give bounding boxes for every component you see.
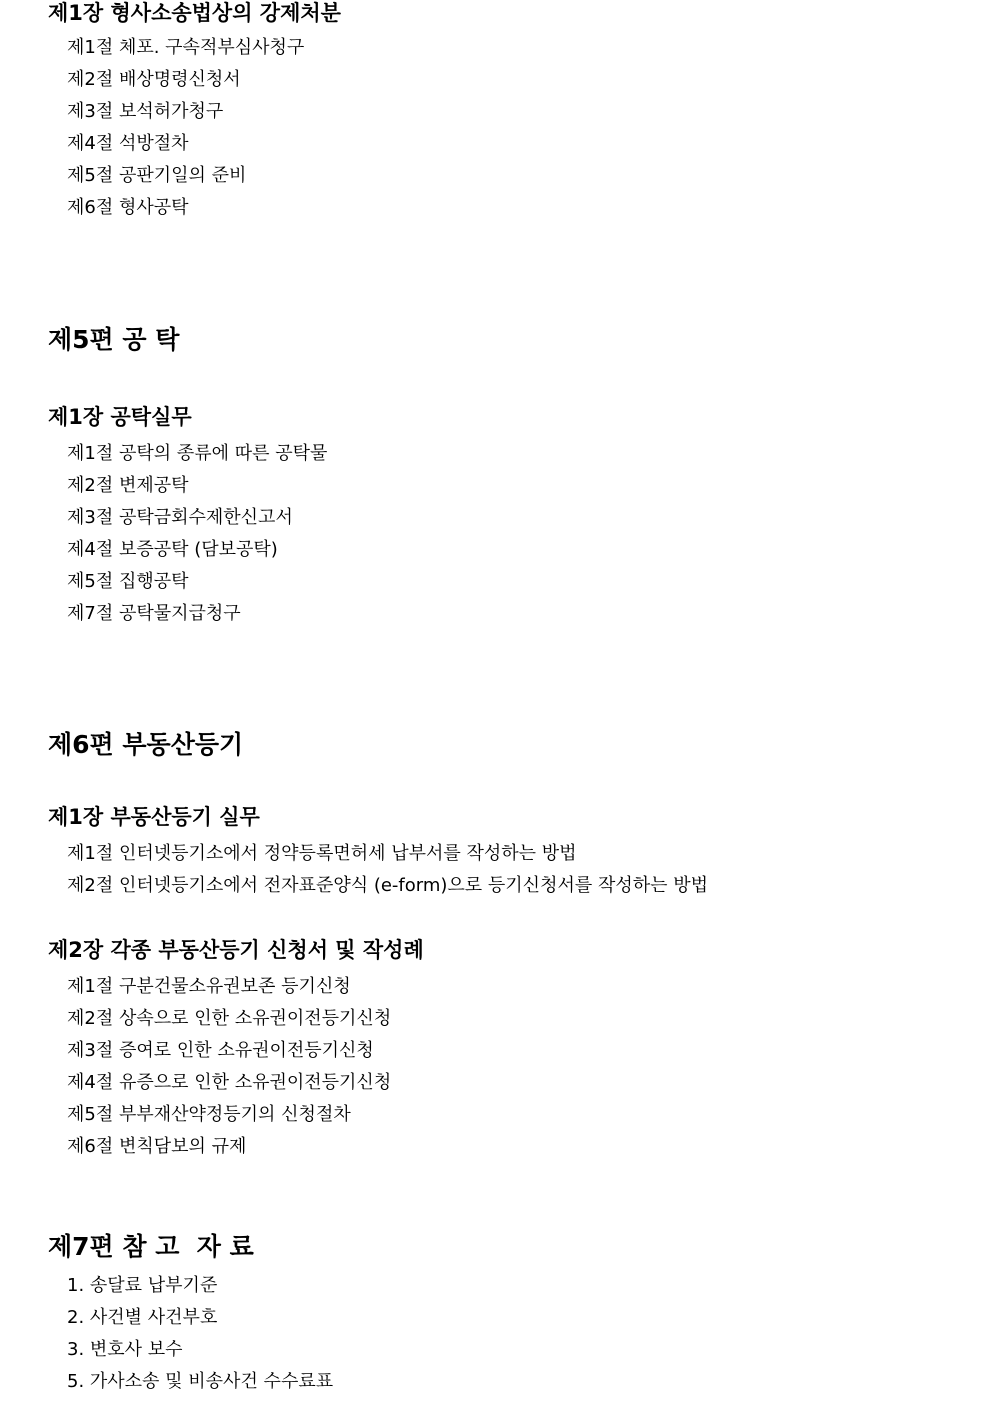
part-heading: 제5편 공 탁 [48,325,180,354]
toc-item: 제4절 석방절차 [67,133,189,154]
toc-item: 제1절 체포. 구속적부심사청구 [67,37,305,58]
chapter-heading: 제1장 공탁실무 [48,405,192,429]
toc-item: 제7절 공탁물지급청구 [67,603,241,624]
toc-item: 제3절 공탁금회수제한신고서 [67,507,293,528]
toc-item: 제2절 배상명령신청서 [67,69,241,90]
toc-item: 제1절 구분건물소유권보존 등기신청 [67,976,351,997]
toc-item: 제4절 보증공탁 (담보공탁) [67,539,278,560]
part-heading: 제7편 참 고 자 료 [48,1232,254,1261]
toc-item: 제5절 집행공탁 [67,571,189,592]
toc-item: 제5절 공판기일의 준비 [67,165,247,186]
toc-item: 제3절 보석허가청구 [67,101,224,122]
toc-item: 3. 변호사 보수 [67,1339,183,1360]
toc-item: 제1절 공탁의 종류에 따른 공탁물 [67,443,328,464]
toc-item: 제5절 부부재산약정등기의 신청절차 [67,1104,351,1125]
chapter-heading: 제1장 형사소송법상의 강제처분 [48,1,341,25]
toc-item: 제6절 변칙담보의 규제 [67,1136,247,1157]
toc-item: 제6절 형사공탁 [67,197,189,218]
toc-item: 1. 송달료 납부기준 [67,1275,218,1296]
toc-item: 제2절 변제공탁 [67,475,189,496]
toc-item: 제2절 인터넷등기소에서 전자표준양식 (e-form)으로 등기신청서를 작성하는 방법 [67,875,709,896]
toc-item: 제1절 인터넷등기소에서 정약등록면허세 납부서를 작성하는 방법 [67,843,577,864]
toc-item: 제4절 유증으로 인한 소유권이전등기신청 [67,1072,392,1093]
toc-item: 2. 사건별 사건부호 [67,1307,218,1328]
chapter-heading: 제1장 부동산등기 실무 [48,805,260,829]
chapter-heading: 제2장 각종 부동산등기 신청서 및 작성례 [48,938,424,962]
toc-item: 제2절 상속으로 인한 소유권이전등기신청 [67,1008,392,1029]
toc-item: 5. 가사소송 및 비송사건 수수료표 [67,1371,334,1392]
toc-item: 제3절 증여로 인한 소유권이전등기신청 [67,1040,374,1061]
part-heading: 제6편 부동산등기 [48,730,244,759]
